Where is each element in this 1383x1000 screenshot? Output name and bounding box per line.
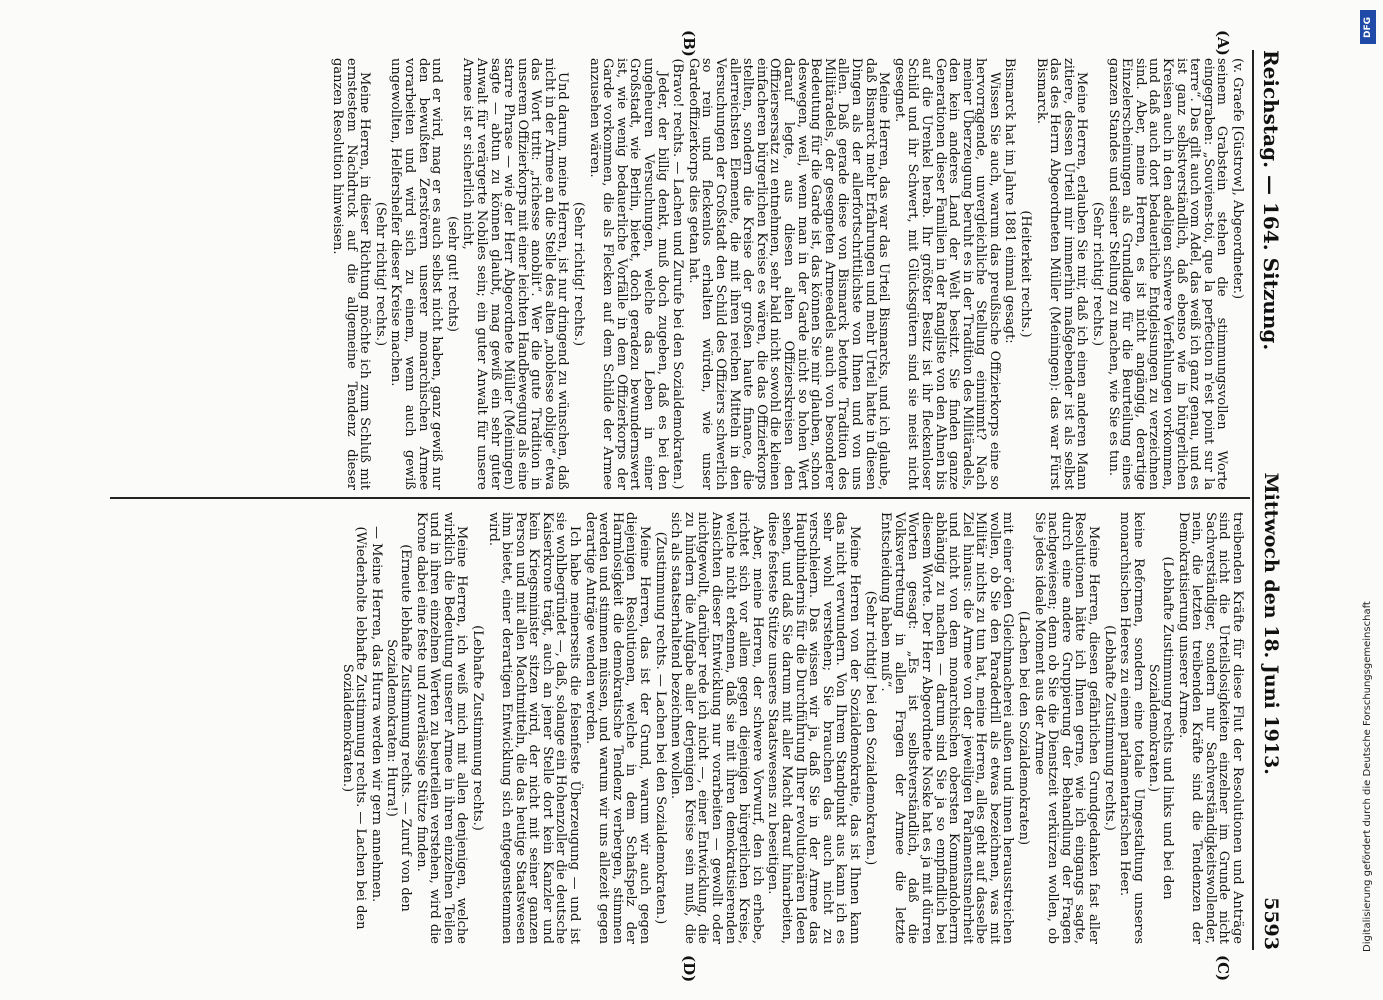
paragraph: Meine Herren, erlauben Sie mir, daß ich einen anderen Mann zitiere, dessen Urteil mir immerhin maßgebender ist als selbst das des Herrn Abgeordneten Müller (Meiningen): das war Fürst Bismarck. [1033,58,1090,490]
paragraph: keine Reformen, sondern eine totale Umgestaltung unseres monarchischen Heeres zu einem parlamentarischen Heer. [1117,512,1146,944]
paragraph: Jeder, der billig denkt, muß doch zugeben, daß es bei den ungeheuren Versuchungen, welche das Leben in einer Großstadt, wie Berlin, bietet, doch geradezu bewundernswert ist, wie wenig bedauerliche Vorfälle in dem Offizierkorps der Garde vorkommen, die als Flecken auf dem Schilde der Armee anzusehen wären. [586,58,670,490]
quote: Wissen Sie auch, warum das preußische Offizierkorps eine so hervorragende, unvergleichliche Stellung einnimmt? Nach meiner Überzeugung beruht es in der Tradition des Militäradels, den kein anderes Land der Welt besitzt. Sie finden ganze Generationen dieser Familien in der Rangliste von den Ahnen bis auf die Urenkel herab. Ihr größter Besitz ist ihr fleckenloser Schild und ihr Schwert, mit Glücksgütern sind sie meist nicht gesegnet. [891,58,1002,490]
reaction: (Sehr richtig! rechts.) [372,201,388,347]
dfg-logo: DFG [1360,10,1376,44]
paragraph: seinem Grabstein stehen die stimmungsvollen Worte eingegraben: „Souviens-toi, que la perfection n'est point sur la terre“. Das gilt auch vom Adel, das weiß ich ganz genau, und es ist ganz selbstverständlich, daß ebenso wie in bürgerlichen Kreisen auch in den adeligen schwere Verfehlungen vorkommen, und daß auch dort bedauerliche Entgleisungen zu verzeichnen sind. Aber, meine Herren, es ist nicht angängig, derartige Einzelerscheinungen als Grundlage für die Beurteilung eines ganzen Standes und seiner Stellung zu machen, wie Sie es tun. [1105,58,1230,490]
reaction: (Lebhafte Zustimmung rechts.) [469,625,485,831]
margin-marker-c: (C) [1214,955,1232,982]
margin-marker-b: (B) [680,30,698,57]
paragraph: mit einer öden Gleichmacherei außen und innen herausstreichen wollen, ob Sie den Paradedrill als etwas bezeichnen, was mit Militär nichts zu tun hat, meine Herren, alles geht auf dasselbe Ziel hinaus: die Armee von der jeweiligen Parlamentsmehrheit und nicht von dem monarchischen obersten Kommandoherrn abhängig zu machen — darum sind Sie ja so empfindlich bei diesem Worte. Der Herr Abgeordnete Noske hat es ja mit dürren Worten gesagt: „Es ist selbstverständlich, daß die Volksvertretung in allen Fragen der Armee die letzte Entscheidung haben muß“. [878,512,1016,944]
paragraph: Und darum, meine Herren, ist nur dringend zu wünschen, daß nicht in der Armee an die Stelle des alten „noblesse oblige“ etwa das Wort tritt: „richesse anoblit“. Wer die gute Tradition in unserem Offizierkorps mit einer leichten Handbewegung als eine starre Phrase — wie der Herr Abgeordnete Müller (Meiningen) sagte — abtun zu können glaubt, mag gewiß ein sehr guter Anwalt für verärgerte Nobiles sein; ein guter Anwalt für unsere Armee ist er sicherlich nicht, [460,58,571,490]
paragraph: treibenden Kräfte für diese Flut der Resolutionen und Anträge sind nicht die Urteilslosigkeiten einzelner im Grunde nicht Sachverständiger, sondern nur Sachverständigkeitswollender, nein, die letzten treibenden Kräfte sind die Tendenzen der Demokratisierung unserer Armee. [1175,512,1245,944]
paragraph: Meine Herren, in dieser Richtung möchte ich zum Schluß mit ernstestem Nachdruck auf die allgemeine Tendenz dieser ganzen Resolution hinweisen. [330,58,373,490]
reaction: (Bravo! rechts. — Lachen und Zurufe bei den Sozialdemokraten.) [670,58,686,490]
speaker-line: (v. Graefe [Güstrow], Abgeordneter.) [1230,58,1245,300]
paragraph: Aber, meine Herren, der schwere Vorwurf, den ich erhebe, richtet sich vor allem gegen diejenigen bürgerlichen Kreise, welche nicht erkennen, daß sie mit ihren demokratisierenden Ansichten dieser Entwicklung nur vorarbeiten — gewollt oder nichtgewollt, darüber rede ich nicht —, einer Entwicklung, die zu hindern die Aufgabe aller derjenigen Kreise sein muß, die sich als staatserhaltend bezeichnen wollen. [668,512,765,944]
paragraph: und er wird, mag er es auch selbst nicht haben, ganz gewiß nur den bewußten Zerstörern unserer monarchischen Armee vorarbeiten und wird sich zu einem, wenn auch gewiß ungewollten, Helfershelfer dieser Kreise machen. [388,58,445,490]
reaction: (sehr gut! rechts) [444,216,460,332]
reaction: (Lebhafte Zustimmung rechts und links und bei den Sozialdemokraten.) [1146,556,1176,900]
paragraph: Meine Herren, das war das Urteil Bismarcks, und ich glaube, daß Bismarck mehr Erfahrungen und mehr Urteil hatte in diesen Dingen als der allerfortschrittlichste von Ihnen und von uns allen. Daß gerade diese von Bismarck betonte Tradition des Militäradels, der gesegneten Armeeadels auch von besonderer Bedeutung für die Garde ist, das können Sie mir glauben, schon deswegen, weil, wenn man in der Garde nicht so hohen Wert darauf legte, aus diesen alten Offizierskreisen den Offiziersersatz zu entnehmen, sehr bald nicht sowohl die kleinen einfacheren bürgerlichen Kreise es wären, die das Offizierkorps stellten, sondern die Kreise der großen haute finance, die allerreichsten Elemente, die mit ihren reichen Mitteln in den Versuchungen der Großstadt den Schild des Offiziers schwerlich so rein und fleckenlos erhalten würden, wie unser Gardeoffizierkorps dies getan hat. [685,58,892,490]
reaction: (Erneute lebhafte Zustimmung rechts. — Zuruf von den Sozialdemokraten: Hurra!) [384,544,413,912]
paragraph: Meine Herren von der Sozialdemokratie, das ist Ihnen kann das nicht verwundern. Von Ihrem Standpunkt aus kann ich es sehr wohl verstehen; Sie brauchen das auch nicht zu verschleiern. Das wissen wir ja, daß Sie in der Armee das Haupthindernis für die Durchführung Ihrer revolutionären Ideen sehen, und daß Sie darum mit aller Macht darauf hinarbeiten, diese festeste Stütze unseres Staatswesens zu beseitigen. [765,512,862,944]
digitization-credit: Digitalisierung gefördert durch die Deutsche Forschungsgemeinschaft [1362,601,1373,952]
reaction: (Wiederholte lebhafte Zustimmung rechts. — Lachen bei den Sozialdemokraten.) [339,526,369,930]
margin-marker-a: (A) [1214,30,1232,56]
margin-marker-d: (D) [680,955,698,983]
header-session: Reichstag. — 164. Sitzung. [1259,50,1283,351]
page-header [1252,50,1288,950]
page-number: 5593 [1260,897,1282,950]
reaction: (Lebhafte Zustimmung rechts.) [1101,625,1117,831]
reaction: (Sehr richtig! rechts.) [1090,201,1106,347]
paragraph: Bismarck hat im Jahre 1881 einmal gesagt: [1002,58,1018,344]
reaction: (Sehr richtig! bei den Sozialdemokraten.) [862,590,878,866]
paragraph: — Meine Herren, das Hurra werden wir gern annehmen. [368,526,384,903]
right-column [338,512,1244,944]
reaction: (Sehr richtig! rechts.) [571,201,587,347]
paragraph: Meine Herren, diesen gefährlichen Grundgedanken fast aller Resolutionen hätte ich Ihnen gerne, wie ich eingangs sagte, durch eine andere Gruppierung der Behandlung der Fragen nachgewiesen; denn ob Sie die Dienstzeit verkürzen wollen, ob Sie jedes ideale Moment aus der Armee [1031,512,1102,944]
paragraph: Ich habe meinerseits die felsenfeste Überzeugung — und ist sie wohlbegründet —, daß, solange ein Hohenzoller die deutsche Kaiserkrone trägt, auch an jener Stelle dort kein Kanzler und kein Kriegsminister sitzen wird, der nicht mit seiner ganzen Person und mit allen Machtmitteln, die das heutige Staatswesen ihm bietet, einer derartigen Entwicklung sich entgegenstemmen wird. [485,512,583,944]
left-column [328,58,1244,490]
reaction: (Lachen bei den Sozialdemokraten) [1016,610,1032,846]
header-date: Mittwoch den 18. Juni 1913. [1260,472,1282,775]
reaction: (Heiterkeit rechts.) [1018,210,1034,338]
paragraph: Meine Herren, das ist der Grund, warum wir auch gegen diejenigen Resolutionen, welche in dem Schafspelz der Harmlosigkeit die demokratische Tendenz verbergen, stimmen werden und stimmen müssen, und warum wir uns allezeit gegen derartige Anträge wenden werden. [582,512,653,944]
column-divider [110,497,1250,499]
reaction: (Zustimmung rechts. — Lachen bei den Sozialdemokraten.) [652,531,668,925]
paragraph: Meine Herren, ich weiß mich mit allen denjenigen, welche wirklich die Bedeutung unserer Armee in ihren einzelnen Teilen und in ihren einzelnen Werten zu beurteilen verstehen, wird die Krone dabei eine feste und zuverlässige Stütze finden. [413,512,470,944]
